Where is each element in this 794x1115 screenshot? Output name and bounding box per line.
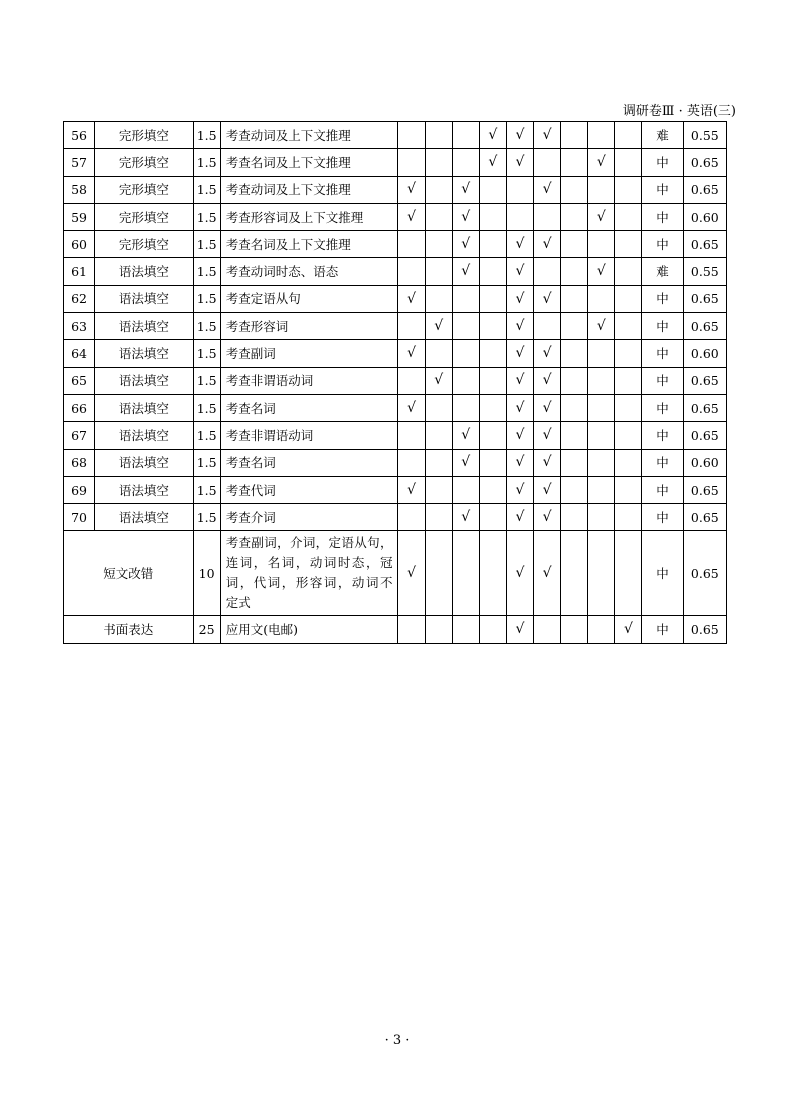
table-row xyxy=(64,476,727,503)
difficulty-index: 0.65 xyxy=(683,476,726,503)
difficulty-index: 0.65 xyxy=(683,313,726,340)
check-mark xyxy=(479,367,506,394)
difficulty-index: 0.65 xyxy=(683,149,726,176)
difficulty-index: 0.65 xyxy=(683,504,726,531)
check-mark: √ xyxy=(506,149,533,176)
check-mark: √ xyxy=(506,231,533,258)
question-type: 完形填空 xyxy=(95,176,193,203)
table-row xyxy=(64,340,727,367)
check-mark xyxy=(479,258,506,285)
question-type: 语法填空 xyxy=(95,285,193,312)
check-mark: √ xyxy=(506,616,533,643)
check-mark xyxy=(615,313,642,340)
difficulty-index: 0.60 xyxy=(683,340,726,367)
check-mark xyxy=(479,176,506,203)
check-mark xyxy=(452,367,479,394)
check-mark xyxy=(425,340,452,367)
check-mark: √ xyxy=(425,313,452,340)
check-mark: √ xyxy=(588,149,615,176)
check-mark xyxy=(588,340,615,367)
score: 1.5 xyxy=(193,449,220,476)
table-row xyxy=(64,122,727,149)
check-mark xyxy=(425,231,452,258)
check-mark: √ xyxy=(534,122,561,149)
check-mark: √ xyxy=(398,531,425,616)
check-mark: √ xyxy=(425,367,452,394)
question-number: 68 xyxy=(64,449,95,476)
check-mark: √ xyxy=(534,340,561,367)
question-type: 语法填空 xyxy=(95,476,193,503)
check-mark: √ xyxy=(506,449,533,476)
score: 1.5 xyxy=(193,203,220,230)
check-mark xyxy=(588,616,615,643)
check-mark xyxy=(425,394,452,421)
check-mark: √ xyxy=(534,367,561,394)
check-mark xyxy=(506,203,533,230)
table-row xyxy=(64,449,727,476)
check-mark xyxy=(561,149,588,176)
score: 1.5 xyxy=(193,394,220,421)
check-mark xyxy=(398,449,425,476)
check-mark xyxy=(452,616,479,643)
check-mark xyxy=(479,203,506,230)
difficulty-index: 0.65 xyxy=(683,367,726,394)
score: 1.5 xyxy=(193,149,220,176)
check-mark xyxy=(452,394,479,421)
assessment-content: 考查形容词及上下文推理 xyxy=(220,203,398,230)
check-mark: √ xyxy=(534,176,561,203)
difficulty-index: 0.65 xyxy=(683,531,726,616)
check-mark xyxy=(425,285,452,312)
check-mark: √ xyxy=(534,285,561,312)
check-mark: √ xyxy=(506,531,533,616)
question-number: 56 xyxy=(64,122,95,149)
check-mark: √ xyxy=(452,258,479,285)
difficulty: 中 xyxy=(642,504,683,531)
assessment-content: 考查代词 xyxy=(220,476,398,503)
difficulty-index: 0.55 xyxy=(683,122,726,149)
check-mark xyxy=(561,394,588,421)
question-type: 完形填空 xyxy=(95,149,193,176)
question-type: 完形填空 xyxy=(95,231,193,258)
content-line: 考查副词，介词，定语从句， xyxy=(225,535,393,551)
content-line: 定式 xyxy=(225,595,251,611)
difficulty-index: 0.65 xyxy=(683,616,726,643)
difficulty-index: 0.60 xyxy=(683,203,726,230)
assessment-content: 应用文(电邮) xyxy=(220,616,398,643)
assessment-content: 考查形容词 xyxy=(220,313,398,340)
check-mark xyxy=(479,476,506,503)
check-mark: √ xyxy=(534,476,561,503)
check-mark: √ xyxy=(588,313,615,340)
check-mark xyxy=(561,203,588,230)
check-mark xyxy=(561,340,588,367)
check-mark xyxy=(479,531,506,616)
assessment-content: 考查介词 xyxy=(220,504,398,531)
check-mark xyxy=(452,285,479,312)
question-type: 书面表达 xyxy=(64,616,194,643)
assessment-content xyxy=(220,531,398,616)
check-mark: √ xyxy=(452,449,479,476)
check-mark xyxy=(615,122,642,149)
check-mark xyxy=(561,531,588,616)
check-mark xyxy=(479,231,506,258)
check-mark xyxy=(534,616,561,643)
check-mark: √ xyxy=(506,313,533,340)
check-mark xyxy=(425,422,452,449)
check-mark xyxy=(398,258,425,285)
difficulty-index: 0.65 xyxy=(683,394,726,421)
table-row xyxy=(64,504,727,531)
difficulty-index: 0.55 xyxy=(683,258,726,285)
check-mark xyxy=(561,476,588,503)
question-type: 语法填空 xyxy=(95,504,193,531)
check-mark xyxy=(425,122,452,149)
check-mark xyxy=(479,422,506,449)
check-mark xyxy=(452,313,479,340)
content-line: 词，代词，形容词，动词不 xyxy=(225,575,393,591)
difficulty: 中 xyxy=(642,340,683,367)
question-number: 65 xyxy=(64,367,95,394)
check-mark xyxy=(588,176,615,203)
question-type: 完形填空 xyxy=(95,122,193,149)
difficulty: 中 xyxy=(642,285,683,312)
check-mark: √ xyxy=(479,149,506,176)
check-mark xyxy=(615,340,642,367)
table-row xyxy=(64,176,727,203)
check-mark xyxy=(479,285,506,312)
check-mark: √ xyxy=(506,285,533,312)
check-mark: √ xyxy=(506,422,533,449)
check-mark xyxy=(425,149,452,176)
check-mark: √ xyxy=(506,340,533,367)
check-mark xyxy=(588,231,615,258)
check-mark: √ xyxy=(534,531,561,616)
difficulty: 中 xyxy=(642,476,683,503)
check-mark xyxy=(479,449,506,476)
difficulty-index: 0.65 xyxy=(683,231,726,258)
assessment-content: 考查名词 xyxy=(220,394,398,421)
check-mark xyxy=(398,616,425,643)
question-number: 70 xyxy=(64,504,95,531)
check-mark xyxy=(534,149,561,176)
check-mark xyxy=(479,616,506,643)
check-mark xyxy=(615,176,642,203)
check-mark: √ xyxy=(506,122,533,149)
check-mark xyxy=(425,258,452,285)
assessment-content: 考查名词及上下文推理 xyxy=(220,149,398,176)
score: 1.5 xyxy=(193,258,220,285)
question-number: 60 xyxy=(64,231,95,258)
difficulty: 中 xyxy=(642,367,683,394)
check-mark xyxy=(615,394,642,421)
table-body xyxy=(64,122,727,644)
question-number: 69 xyxy=(64,476,95,503)
check-mark xyxy=(398,504,425,531)
difficulty: 中 xyxy=(642,203,683,230)
check-mark xyxy=(452,149,479,176)
check-mark xyxy=(398,313,425,340)
check-mark xyxy=(588,449,615,476)
assessment-content: 考查非谓语动词 xyxy=(220,367,398,394)
table-row xyxy=(64,149,727,176)
check-mark xyxy=(452,531,479,616)
assessment-content: 考查动词及上下文推理 xyxy=(220,122,398,149)
check-mark xyxy=(588,476,615,503)
check-mark xyxy=(615,258,642,285)
check-mark xyxy=(479,313,506,340)
check-mark xyxy=(561,504,588,531)
check-mark xyxy=(615,449,642,476)
score: 25 xyxy=(193,616,220,643)
check-mark: √ xyxy=(506,394,533,421)
score: 1.5 xyxy=(193,422,220,449)
check-mark xyxy=(588,122,615,149)
page-header: 调研卷Ⅲ · 英语(三) xyxy=(622,104,736,119)
check-mark xyxy=(398,122,425,149)
table-row-error-correction xyxy=(64,531,727,616)
score: 1.5 xyxy=(193,122,220,149)
check-mark xyxy=(561,313,588,340)
check-mark xyxy=(534,313,561,340)
table-row xyxy=(64,231,727,258)
question-type: 语法填空 xyxy=(95,422,193,449)
table-row xyxy=(64,394,727,421)
assessment-content: 考查动词时态、语态 xyxy=(220,258,398,285)
score: 1.5 xyxy=(193,231,220,258)
check-mark xyxy=(425,449,452,476)
question-type: 短文改错 xyxy=(64,531,194,616)
difficulty: 中 xyxy=(642,176,683,203)
difficulty-index: 0.65 xyxy=(683,176,726,203)
check-mark xyxy=(588,285,615,312)
check-mark xyxy=(561,176,588,203)
check-mark xyxy=(534,258,561,285)
check-mark xyxy=(561,449,588,476)
difficulty: 中 xyxy=(642,313,683,340)
check-mark: √ xyxy=(452,203,479,230)
check-mark xyxy=(425,504,452,531)
question-number: 57 xyxy=(64,149,95,176)
assessment-content: 考查非谓语动词 xyxy=(220,422,398,449)
check-mark xyxy=(398,367,425,394)
check-mark: √ xyxy=(398,394,425,421)
check-mark: √ xyxy=(398,285,425,312)
table-row xyxy=(64,367,727,394)
check-mark xyxy=(561,122,588,149)
score: 1.5 xyxy=(193,285,220,312)
check-mark xyxy=(588,367,615,394)
check-mark xyxy=(561,367,588,394)
check-mark xyxy=(588,504,615,531)
check-mark: √ xyxy=(452,176,479,203)
page-number: · 3 · xyxy=(384,1033,410,1048)
difficulty: 难 xyxy=(642,258,683,285)
check-mark: √ xyxy=(506,476,533,503)
score: 1.5 xyxy=(193,176,220,203)
assessment-content: 考查动词及上下文推理 xyxy=(220,176,398,203)
table-row xyxy=(64,203,727,230)
difficulty: 中 xyxy=(642,616,683,643)
difficulty: 中 xyxy=(642,449,683,476)
assessment-content: 考查定语从句 xyxy=(220,285,398,312)
table-row-writing xyxy=(64,616,727,643)
question-type: 语法填空 xyxy=(95,367,193,394)
question-number: 62 xyxy=(64,285,95,312)
question-number: 61 xyxy=(64,258,95,285)
check-mark xyxy=(452,476,479,503)
check-mark: √ xyxy=(452,422,479,449)
difficulty-index: 0.65 xyxy=(683,285,726,312)
question-type: 语法填空 xyxy=(95,258,193,285)
check-mark xyxy=(425,616,452,643)
difficulty: 中 xyxy=(642,531,683,616)
check-mark: √ xyxy=(452,231,479,258)
check-mark: √ xyxy=(506,258,533,285)
assessment-content: 考查名词 xyxy=(220,449,398,476)
check-mark xyxy=(561,285,588,312)
check-mark xyxy=(615,203,642,230)
check-mark xyxy=(615,149,642,176)
content-line: 连词，名词，动词时态，冠 xyxy=(225,555,393,571)
check-mark xyxy=(588,531,615,616)
check-mark: √ xyxy=(534,394,561,421)
check-mark xyxy=(615,367,642,394)
check-mark: √ xyxy=(506,504,533,531)
score: 1.5 xyxy=(193,313,220,340)
score: 1.5 xyxy=(193,367,220,394)
question-number: 59 xyxy=(64,203,95,230)
check-mark xyxy=(615,285,642,312)
check-mark: √ xyxy=(479,122,506,149)
check-mark: √ xyxy=(506,367,533,394)
check-mark xyxy=(398,149,425,176)
check-mark xyxy=(452,122,479,149)
check-mark xyxy=(425,203,452,230)
score: 1.5 xyxy=(193,504,220,531)
check-mark xyxy=(506,176,533,203)
check-mark xyxy=(452,340,479,367)
check-mark: √ xyxy=(615,616,642,643)
check-mark: √ xyxy=(588,203,615,230)
question-number: 66 xyxy=(64,394,95,421)
check-mark xyxy=(561,258,588,285)
check-mark xyxy=(534,203,561,230)
difficulty-index: 0.65 xyxy=(683,422,726,449)
table-row xyxy=(64,285,727,312)
check-mark xyxy=(479,394,506,421)
exam-spec-table xyxy=(63,121,727,644)
check-mark xyxy=(479,504,506,531)
difficulty: 中 xyxy=(642,422,683,449)
check-mark: √ xyxy=(588,258,615,285)
question-number: 64 xyxy=(64,340,95,367)
score: 1.5 xyxy=(193,340,220,367)
check-mark xyxy=(615,231,642,258)
check-mark xyxy=(615,531,642,616)
score: 10 xyxy=(193,531,220,616)
check-mark: √ xyxy=(534,504,561,531)
check-mark xyxy=(561,616,588,643)
check-mark: √ xyxy=(534,449,561,476)
check-mark xyxy=(615,504,642,531)
check-mark: √ xyxy=(398,340,425,367)
question-type: 语法填空 xyxy=(95,340,193,367)
table-row xyxy=(64,422,727,449)
score: 1.5 xyxy=(193,476,220,503)
difficulty: 中 xyxy=(642,394,683,421)
question-type: 语法填空 xyxy=(95,313,193,340)
check-mark: √ xyxy=(398,203,425,230)
check-mark xyxy=(398,422,425,449)
check-mark: √ xyxy=(534,422,561,449)
difficulty: 中 xyxy=(642,231,683,258)
check-mark: √ xyxy=(398,176,425,203)
question-type: 完形填空 xyxy=(95,203,193,230)
check-mark xyxy=(398,231,425,258)
table-row xyxy=(64,258,727,285)
difficulty: 中 xyxy=(642,149,683,176)
question-number: 67 xyxy=(64,422,95,449)
check-mark xyxy=(425,476,452,503)
check-mark xyxy=(588,422,615,449)
check-mark: √ xyxy=(398,476,425,503)
check-mark xyxy=(425,176,452,203)
check-mark xyxy=(561,422,588,449)
table-row xyxy=(64,313,727,340)
difficulty-index: 0.60 xyxy=(683,449,726,476)
assessment-content: 考查名词及上下文推理 xyxy=(220,231,398,258)
check-mark xyxy=(425,531,452,616)
check-mark: √ xyxy=(452,504,479,531)
assessment-content: 考查副词 xyxy=(220,340,398,367)
check-mark: √ xyxy=(534,231,561,258)
question-number: 58 xyxy=(64,176,95,203)
question-type: 语法填空 xyxy=(95,394,193,421)
check-mark xyxy=(561,231,588,258)
question-type: 语法填空 xyxy=(95,449,193,476)
question-number: 63 xyxy=(64,313,95,340)
difficulty: 难 xyxy=(642,122,683,149)
check-mark xyxy=(615,476,642,503)
check-mark xyxy=(588,394,615,421)
check-mark xyxy=(615,422,642,449)
check-mark xyxy=(479,340,506,367)
